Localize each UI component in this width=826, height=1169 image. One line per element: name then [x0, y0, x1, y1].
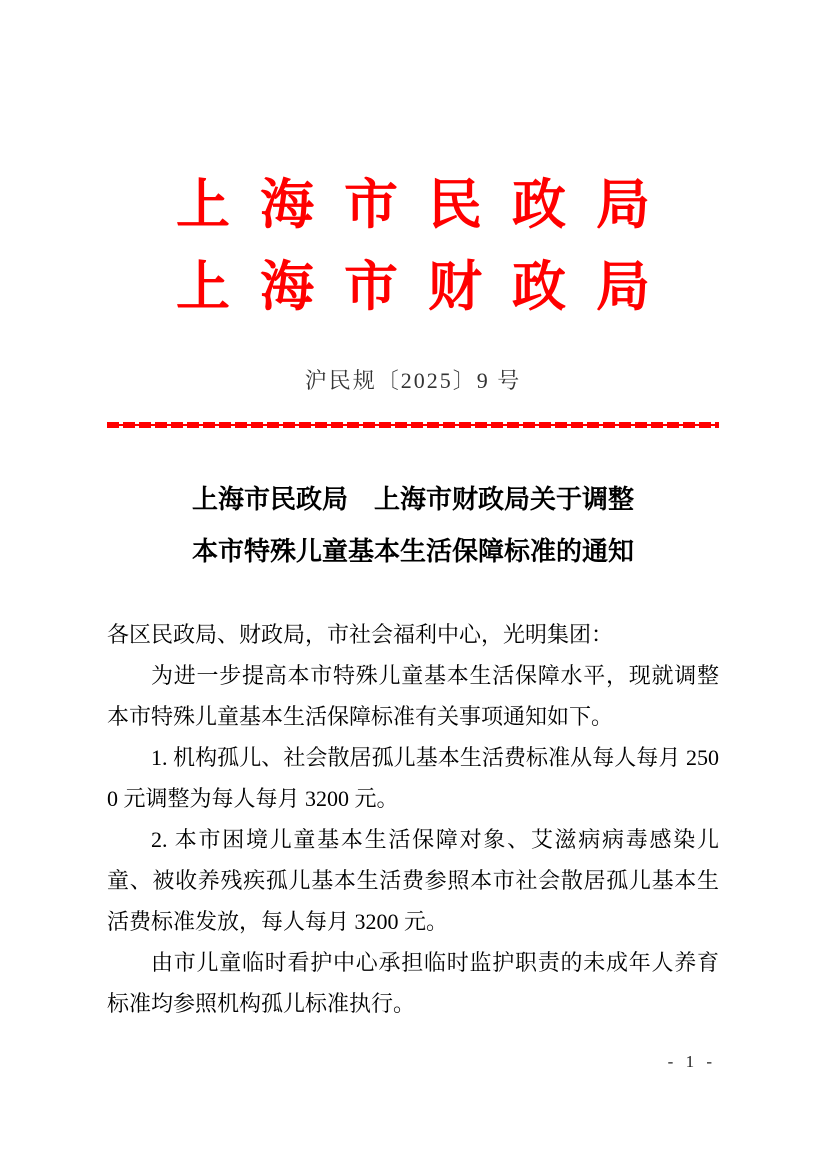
document-title-line-2: 本市特殊儿童基本生活保障标准的通知 — [191, 537, 634, 566]
document-number: 沪民规〔2025〕9 号 — [304, 368, 522, 393]
salutation-line: 各区民政局、财政局，市社会福利中心，光明集团： — [107, 622, 614, 647]
red-divider-rule — [107, 422, 719, 428]
issuing-agency-finance: 上海市财政局 — [176, 257, 680, 317]
document-title — [107, 474, 719, 578]
page-number: - 1 - — [667, 1052, 716, 1071]
document-letterhead — [107, 0, 719, 428]
body-paragraph-intro: 为进一步提高本市特殊儿童基本生活保障水平，现就调整本市特殊儿童基本生活保障标准有关事项通知如下。 — [107, 663, 719, 729]
document-body — [107, 614, 719, 1024]
issuing-agency-civil-affairs: 上海市民政局 — [176, 175, 680, 235]
document-title-line-1: 上海市民政局 上海市财政局关于调整 — [191, 485, 634, 514]
page-footer — [668, 1050, 716, 1074]
body-paragraph-item-2: 2. 本市困境儿童基本生活保障对象、艾滋病病毒感染儿童、被收养残疾孤儿基本生活费参照本市社会散居孤儿基本生活费标准发放，每人每月 3200 元。 — [107, 827, 719, 934]
body-paragraph-item-1: 1. 机构孤儿、社会散居孤儿基本生活费标准从每人每月 2500 元调整为每人每月 3200 元。 — [107, 745, 719, 811]
body-paragraph-closing: 由市儿童临时看护中心承担临时监护职责的未成年人养育标准均参照机构孤儿标准执行。 — [107, 950, 719, 1016]
